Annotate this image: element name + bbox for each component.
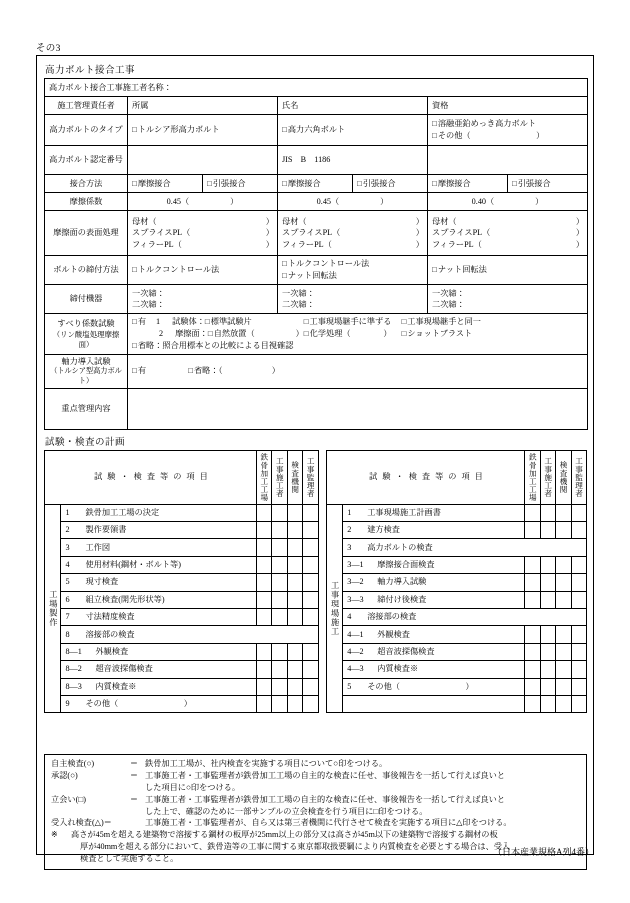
tighten-device-col2[interactable] xyxy=(278,285,428,314)
checkbox-natural-exposure[interactable]: □ 自然放置（ ） xyxy=(208,328,304,340)
filler-pl-3[interactable]: フィラーPL（ xyxy=(432,239,482,249)
left-mark-cell[interactable] xyxy=(303,574,318,591)
key-control-row xyxy=(45,388,588,429)
left-mark-cell[interactable] xyxy=(287,643,302,660)
bolt-type-option-torshear[interactable] xyxy=(128,115,278,146)
tighten-device-row xyxy=(45,285,588,314)
left-mark-cell[interactable] xyxy=(272,556,287,573)
right-mark-cell[interactable] xyxy=(556,574,571,591)
surface-treatment-col3[interactable] xyxy=(428,211,588,256)
paren-7: ） xyxy=(575,217,585,227)
inspection-row xyxy=(45,539,587,556)
right-item-name[interactable]: 4—3 内質検査※ xyxy=(343,661,525,678)
key-control-value[interactable] xyxy=(128,388,588,429)
right-mark-cell[interactable] xyxy=(540,626,555,643)
checkbox-friction-3[interactable]: □ 摩擦接合 xyxy=(432,179,471,188)
right-mark-cell[interactable] xyxy=(556,591,571,608)
left-item-name[interactable]: 8—1 外観検査 xyxy=(61,643,256,660)
left-col-header-1 xyxy=(272,451,287,505)
left-item-name[interactable]: 8 溶接部の検査 xyxy=(61,626,318,643)
paren-1: ） xyxy=(265,217,274,227)
cert-no-label: 高力ボルト認定番号 xyxy=(45,146,128,175)
base-metal-2[interactable]: 母材（ xyxy=(282,217,307,227)
left-item-name[interactable]: 7 寸法精度検査 xyxy=(61,608,256,625)
right-item-name[interactable]: 5 その他（ ） xyxy=(343,678,525,695)
paren-3: ） xyxy=(265,239,274,249)
left-item-name[interactable]: 1 鉄骨加工工場の決定 xyxy=(61,504,256,521)
tighten-method-col1[interactable] xyxy=(128,256,278,285)
left-item-name[interactable]: 5 現寸検査 xyxy=(61,574,256,591)
slip-test-label-l1: すべり係数試験 xyxy=(57,319,115,329)
joint-method-label: 接合方法 xyxy=(45,175,128,193)
joint-method-c1-friction[interactable] xyxy=(128,175,203,193)
table-gap-body xyxy=(318,504,326,713)
legend-acceptance-row xyxy=(51,817,580,829)
inspection-row xyxy=(45,504,587,521)
legend-equals: ＝ xyxy=(129,770,139,780)
left-item-name[interactable]: 8—2 超音波探傷検査 xyxy=(61,661,256,678)
checkbox-friction-1[interactable]: □ 摩擦接合 xyxy=(132,179,171,188)
inspection-row xyxy=(45,608,587,625)
paren-2: ） xyxy=(265,228,274,238)
axial-test-label-l2: （トルシア型高力ボルト） xyxy=(50,367,122,385)
left-item-header: 試験・検査等の項目 xyxy=(45,451,257,505)
left-mark-cell[interactable] xyxy=(287,608,302,625)
left-col-header-0-text: 鉄骨加工工場 xyxy=(259,453,269,502)
legend-term: 承認(○) xyxy=(51,770,78,780)
friction-coef-col2[interactable]: 0.45（ ） xyxy=(278,193,428,211)
paren-9: ） xyxy=(575,239,585,249)
slip-test-line3 xyxy=(132,340,584,352)
right-item-name[interactable]: 2 建方検査 xyxy=(343,522,525,539)
tighten-method-col2[interactable] xyxy=(278,256,428,285)
legend-term: 自主検査(○) xyxy=(51,759,95,768)
legend-row xyxy=(51,770,580,782)
inspection-plan-table xyxy=(44,450,587,713)
left-mark-cell[interactable] xyxy=(303,608,318,625)
right-item-name[interactable]: 3—2 軸力導入試験 xyxy=(343,574,525,591)
right-mark-cell[interactable] xyxy=(525,626,540,643)
friction-coef-col3[interactable]: 0.40（ ） xyxy=(428,193,588,211)
splice-pl-3[interactable]: スプライスPL（ xyxy=(432,228,491,238)
left-mark-cell[interactable] xyxy=(256,591,271,608)
checkbox-tension-2[interactable]: □ 引張接合 xyxy=(357,179,396,188)
table-gap xyxy=(318,451,326,505)
tighten-device-col3[interactable] xyxy=(428,285,588,314)
slip-test-surface-label: 摩擦面： xyxy=(175,329,208,339)
slip-test-label xyxy=(45,314,128,355)
slip-test-line2 xyxy=(132,328,584,340)
left-mark-cell[interactable] xyxy=(303,522,318,539)
right-item-name[interactable]: 4—2 超音波探傷検査 xyxy=(343,643,525,660)
legend-row xyxy=(51,758,580,770)
slip-test-label-l2: （リン酸塩処理摩擦面） xyxy=(52,329,120,349)
cert-no-col2[interactable]: JIS B 1186 xyxy=(278,146,428,175)
right-item-name[interactable]: 3 高力ボルトの検査 xyxy=(343,539,587,556)
slip-test-num-1: 1 xyxy=(156,317,161,327)
inspection-plan-wrapper xyxy=(44,450,587,713)
left-mark-cell[interactable] xyxy=(256,539,271,556)
slip-test-num-2: 2 xyxy=(159,329,164,339)
right-item-name[interactable]: 3—3 締付け後検査 xyxy=(343,591,525,608)
paren-8: ） xyxy=(575,228,585,238)
left-mark-cell[interactable] xyxy=(256,574,271,591)
right-mark-cell[interactable] xyxy=(571,643,586,660)
right-mark-cell[interactable] xyxy=(525,574,540,591)
right-mark-cell[interactable] xyxy=(525,695,540,712)
axial-test-label xyxy=(45,355,128,389)
inspection-row xyxy=(45,661,587,678)
right-col-header-3 xyxy=(571,451,586,505)
right-mark-cell[interactable] xyxy=(571,591,586,608)
inspection-row xyxy=(45,626,587,643)
right-mark-cell[interactable] xyxy=(540,522,555,539)
left-mark-cell[interactable] xyxy=(287,695,302,712)
left-item-name[interactable]: 6 組立検査(開先形状等) xyxy=(61,591,256,608)
right-col-header-1 xyxy=(540,451,555,505)
checkbox-chemical-treatment[interactable]: □ 化学処理（ ） xyxy=(304,328,392,340)
left-mark-cell[interactable] xyxy=(287,678,302,695)
primary-tighten-3[interactable]: 一次締： xyxy=(432,288,465,298)
section2-title: 試験・検査の計画 xyxy=(45,438,126,448)
right-mark-cell[interactable] xyxy=(540,695,555,712)
right-mark-cell[interactable] xyxy=(571,661,586,678)
left-mark-cell[interactable] xyxy=(303,556,318,573)
left-mark-cell[interactable] xyxy=(272,678,287,695)
paren-4: ） xyxy=(415,217,424,227)
checkbox-friction-2[interactable]: □ 摩擦接合 xyxy=(282,179,321,188)
left-col-header-1-text: 工事施工者 xyxy=(275,457,285,498)
right-item-name[interactable]: 3—1 摩擦接合面検査 xyxy=(343,556,525,573)
filler-pl-2[interactable]: フィラーPL（ xyxy=(282,239,332,249)
right-mark-cell[interactable] xyxy=(571,574,586,591)
paren-6: ） xyxy=(415,239,424,249)
left-mark-cell[interactable] xyxy=(272,643,287,660)
left-mark-cell[interactable] xyxy=(287,539,302,556)
right-mark-cell[interactable] xyxy=(525,643,540,660)
right-item-name[interactable] xyxy=(343,695,525,712)
left-item-name[interactable]: 8—3 内質検査※ xyxy=(61,678,256,695)
legend-continuation: した上で、確認のために一部サンプルの立会検査を行う項目に□印をつける。 xyxy=(145,806,428,816)
left-mark-cell[interactable] xyxy=(287,591,302,608)
axial-force-test-row xyxy=(45,355,588,389)
right-mark-cell[interactable] xyxy=(556,522,571,539)
right-mark-cell[interactable] xyxy=(571,695,586,712)
left-col-header-0 xyxy=(256,451,271,505)
left-group-label xyxy=(45,504,61,713)
left-mark-cell[interactable] xyxy=(287,574,302,591)
note-line-1: 高さが45mを超える建築物で溶接する鋼材の板厚が25mm以上の部分又は高さが45m以下の建築物で溶接する鋼材の板 xyxy=(71,830,498,840)
right-mark-cell[interactable] xyxy=(556,504,571,521)
left-mark-cell[interactable] xyxy=(287,504,302,521)
slip-test-specimen-label: 試験体： xyxy=(172,317,205,327)
right-mark-cell[interactable] xyxy=(556,556,571,573)
tighten-method-label: ボルトの締付方法 xyxy=(45,256,128,285)
inspection-row xyxy=(45,591,587,608)
joint-method-c2-tension[interactable] xyxy=(353,175,428,193)
secondary-tighten-1[interactable]: 二次締： xyxy=(132,300,165,309)
base-metal-1[interactable]: 母材（ xyxy=(132,217,157,227)
left-mark-cell[interactable] xyxy=(272,522,287,539)
bolt-joint-table xyxy=(44,78,588,430)
manager-row xyxy=(45,97,588,115)
paren-5: ） xyxy=(415,228,424,238)
right-group-label xyxy=(326,504,342,713)
key-control-label: 重点管理内容 xyxy=(45,388,128,429)
tighten-method-col3[interactable] xyxy=(428,256,588,285)
right-mark-cell[interactable] xyxy=(571,504,586,521)
left-mark-cell[interactable] xyxy=(303,678,318,695)
left-mark-cell[interactable] xyxy=(256,556,271,573)
bolt-type-option-galvanized[interactable] xyxy=(428,115,588,146)
friction-coef-label: 摩擦係数 xyxy=(45,193,128,211)
inspection-row xyxy=(45,695,587,712)
checkbox-tension-3[interactable]: □ 引張接合 xyxy=(512,179,551,188)
right-mark-cell[interactable] xyxy=(525,522,540,539)
legend-description: 鉄骨加工工場が、社内検査を実施する項目について○印をつける。 xyxy=(145,759,388,768)
left-item-name[interactable]: 3 工作図 xyxy=(61,539,256,556)
left-mark-cell[interactable] xyxy=(287,556,302,573)
left-mark-cell[interactable] xyxy=(256,661,271,678)
left-mark-cell[interactable] xyxy=(272,574,287,591)
left-mark-cell[interactable] xyxy=(287,661,302,678)
joint-method-c1-tension[interactable] xyxy=(203,175,278,193)
tighten-device-col1[interactable] xyxy=(128,285,278,314)
base-metal-3[interactable]: 母材（ xyxy=(432,217,457,227)
right-mark-cell[interactable] xyxy=(540,574,555,591)
axial-test-label-l1: 軸力導入試験 xyxy=(61,357,111,366)
left-mark-cell[interactable] xyxy=(256,678,271,695)
right-col-header-3-text: 工事監理者 xyxy=(574,457,584,498)
right-mark-cell[interactable] xyxy=(556,661,571,678)
left-mark-cell[interactable] xyxy=(303,695,318,712)
right-item-header: 試験・検査等の項目 xyxy=(326,451,524,505)
checkbox-tension-1[interactable]: □ 引張接合 xyxy=(207,179,246,188)
joint-method-c3-friction[interactable] xyxy=(428,175,508,193)
legend-term: 立会い(□) xyxy=(51,794,86,804)
inspection-row xyxy=(45,678,587,695)
form-frame xyxy=(36,55,594,864)
filler-pl-1[interactable]: フィラーPL（ xyxy=(132,239,182,249)
left-mark-cell[interactable] xyxy=(272,661,287,678)
left-mark-cell[interactable] xyxy=(272,591,287,608)
manager-affiliation[interactable]: 所属 xyxy=(128,97,278,115)
note-mark: ※ xyxy=(51,830,58,840)
manager-label: 施工管理責任者 xyxy=(45,97,128,115)
right-mark-cell[interactable] xyxy=(571,556,586,573)
right-mark-cell[interactable] xyxy=(525,661,540,678)
checkbox-torque-control-2[interactable]: □ トルクコントロール法 xyxy=(282,258,424,270)
checkbox-torshear-label[interactable]: □ トルシア形高力ボルト xyxy=(132,125,220,134)
manager-qualification[interactable]: 資格 xyxy=(428,97,588,115)
bolt-type-option-hex[interactable] xyxy=(278,115,428,146)
checkbox-site-joint-same[interactable]: □ 工事現場継手と同一 xyxy=(401,316,481,328)
left-mark-cell[interactable] xyxy=(256,504,271,521)
right-col-header-1-text: 工事施工者 xyxy=(543,457,553,498)
right-mark-cell[interactable] xyxy=(571,678,586,695)
left-col-header-3 xyxy=(303,451,318,505)
note-line-3: 検査として実施すること。 xyxy=(80,854,179,864)
checkbox-galvanized-label[interactable]: □ 溶融亜鉛めっき高力ボルト xyxy=(432,118,584,130)
axial-test-content[interactable] xyxy=(128,355,588,389)
legend-acceptance-term: 受入れ検査(△)＝ xyxy=(51,818,112,828)
secondary-tighten-3[interactable]: 二次締： xyxy=(432,300,465,309)
right-item-name[interactable]: 1 工事現場施工計画書 xyxy=(343,504,525,521)
left-mark-cell[interactable] xyxy=(272,608,287,625)
right-mark-cell[interactable] xyxy=(571,522,586,539)
splice-pl-1[interactable]: スプライスPL（ xyxy=(132,228,191,238)
left-item-name[interactable]: 4 使用材料(鋼材・ボルト等) xyxy=(61,556,256,573)
joint-method-c3-tension[interactable] xyxy=(508,175,588,193)
splice-pl-2[interactable]: スプライスPL（ xyxy=(282,228,341,238)
right-col-header-0 xyxy=(525,451,540,505)
right-mark-cell[interactable] xyxy=(540,678,555,695)
manager-name[interactable]: 氏名 xyxy=(278,97,428,115)
checkbox-site-joint-equiv[interactable]: □ 工事現場継手に準ずる xyxy=(304,316,392,328)
right-mark-cell[interactable] xyxy=(556,695,571,712)
left-mark-cell[interactable] xyxy=(303,504,318,521)
primary-tighten-2[interactable]: 一次締： xyxy=(282,288,315,298)
checkbox-torque-control-1[interactable]: □ トルクコントロール法 xyxy=(132,265,219,274)
left-mark-cell[interactable] xyxy=(303,661,318,678)
left-mark-cell[interactable] xyxy=(256,643,271,660)
left-mark-cell[interactable] xyxy=(272,539,287,556)
checkbox-axial-omitted[interactable]: □ 省略：（ ） xyxy=(188,366,280,375)
checkbox-axial-yes[interactable]: □ 有 xyxy=(132,366,146,375)
cert-no-col1[interactable] xyxy=(128,146,278,175)
right-item-name[interactable]: 4 溶接部の検査 xyxy=(343,608,587,625)
note-line-2: 厚が40mmを超える部分において、鉄骨造等の工事に関する東京都取扱要綱により内質検査を必要とする場合は、受入 xyxy=(80,842,511,852)
cert-no-col3[interactable] xyxy=(428,146,588,175)
right-group-label-text: 工事現場施工 xyxy=(330,580,340,637)
inspection-row xyxy=(45,643,587,660)
left-mark-cell[interactable] xyxy=(287,522,302,539)
inspection-row xyxy=(45,556,587,573)
legend-description: 工事施工者・工事監理者が鉄骨加工工場の自主的な検査に任せ、事後報告を一括して行えば良いと xyxy=(145,770,506,780)
left-mark-cell[interactable] xyxy=(272,504,287,521)
right-mark-cell[interactable] xyxy=(525,556,540,573)
left-mark-cell[interactable] xyxy=(272,695,287,712)
checkbox-hex-label[interactable]: □ 高力六角ボルト xyxy=(282,125,345,134)
left-mark-cell[interactable] xyxy=(256,522,271,539)
right-col-header-2 xyxy=(556,451,571,505)
left-mark-cell[interactable] xyxy=(303,539,318,556)
bolt-type-label: 高力ボルトのタイプ xyxy=(45,115,128,146)
right-col-header-0-text: 鉄骨加工工場 xyxy=(528,453,538,502)
left-col-header-2 xyxy=(287,451,302,505)
left-mark-cell[interactable] xyxy=(303,591,318,608)
legend-equals: ＝ xyxy=(129,759,139,768)
legend-acceptance-body: 工事施工者・工事監理者が、自ら又は第三者機関に代行させて検査を実施する項目に△印をつける。 xyxy=(145,818,512,828)
secondary-tighten-2[interactable]: 二次締： xyxy=(282,300,315,309)
inspection-row xyxy=(45,522,587,539)
right-mark-cell[interactable] xyxy=(556,678,571,695)
contractor-name-row xyxy=(45,79,588,97)
checkbox-nut-rotation-3[interactable]: □ ナット回転法 xyxy=(432,265,487,274)
tighten-device-label: 締付機器 xyxy=(45,285,128,314)
left-item-name[interactable]: 9 その他（ ） xyxy=(61,695,256,712)
section1-title: 高力ボルト接合工事 xyxy=(45,66,136,76)
slip-test-line1 xyxy=(132,316,584,328)
checkbox-nut-rotation-2[interactable]: □ ナット回転法 xyxy=(282,270,424,282)
slip-coefficient-test-row xyxy=(45,314,588,355)
contractor-name-cell[interactable]: 高力ボルト接合工事施工者名称： xyxy=(45,79,588,97)
right-mark-cell[interactable] xyxy=(525,504,540,521)
left-col-header-2-text: 検査機関 xyxy=(290,461,300,494)
right-mark-cell[interactable] xyxy=(540,504,555,521)
right-mark-cell[interactable] xyxy=(540,643,555,660)
right-mark-cell[interactable] xyxy=(525,678,540,695)
surface-treatment-col2[interactable] xyxy=(278,211,428,256)
friction-coef-row xyxy=(45,193,588,211)
jis-footer: （日本産業規格A列4番） xyxy=(492,847,594,857)
friction-coef-col1[interactable]: 0.45（ ） xyxy=(128,193,278,211)
right-mark-cell[interactable] xyxy=(525,591,540,608)
surface-treatment-row xyxy=(45,211,588,256)
right-col-header-2-text: 検査機関 xyxy=(559,461,569,494)
right-mark-cell[interactable] xyxy=(540,556,555,573)
primary-tighten-1[interactable]: 一次締： xyxy=(132,288,165,298)
checkbox-slip-yes[interactable]: □ 有 xyxy=(132,316,146,328)
left-col-header-3-text: 工事監理者 xyxy=(306,457,316,498)
left-item-name[interactable]: 2 製作要領書 xyxy=(61,522,256,539)
right-mark-cell[interactable] xyxy=(571,626,586,643)
checkbox-other-label[interactable]: □ その他（ ） xyxy=(432,130,584,142)
checkbox-slip-omitted[interactable]: □ 省略：照合用標本との比較による目視確認 xyxy=(132,341,293,350)
legend-equals: ＝ xyxy=(129,794,139,804)
slip-test-content[interactable] xyxy=(128,314,588,355)
tighten-method-row xyxy=(45,256,588,285)
legend-description: 工事施工者・工事監理者が鉄骨加工工場の自主的な検査に任せ、事後報告を一括して行えば良いと xyxy=(145,794,506,804)
left-group-label-text: 工場製作 xyxy=(48,590,58,627)
inspection-header-row xyxy=(45,451,587,505)
right-mark-cell[interactable] xyxy=(540,591,555,608)
left-mark-cell[interactable] xyxy=(303,643,318,660)
joint-method-c2-friction[interactable] xyxy=(278,175,353,193)
left-mark-cell[interactable] xyxy=(256,695,271,712)
legend-row xyxy=(51,794,580,806)
legend-continuation: した項目に○印をつける。 xyxy=(145,782,241,792)
right-mark-cell[interactable] xyxy=(556,626,571,643)
inspection-row xyxy=(45,574,587,591)
right-item-name[interactable]: 4—1 外観検査 xyxy=(343,626,525,643)
right-mark-cell[interactable] xyxy=(540,661,555,678)
slip-number: その3 xyxy=(36,44,61,54)
checkbox-shot-blast[interactable]: □ ショットブラスト xyxy=(402,328,473,340)
surface-treatment-col1[interactable] xyxy=(128,211,278,256)
surface-treatment-label: 摩擦面の表面処理 xyxy=(45,211,128,256)
bolt-type-row xyxy=(45,115,588,146)
checkbox-standard-specimen[interactable]: □ 標準試験片 xyxy=(205,316,252,328)
left-mark-cell[interactable] xyxy=(256,608,271,625)
right-mark-cell[interactable] xyxy=(556,643,571,660)
joint-method-row xyxy=(45,175,588,193)
cert-no-row xyxy=(45,146,588,175)
